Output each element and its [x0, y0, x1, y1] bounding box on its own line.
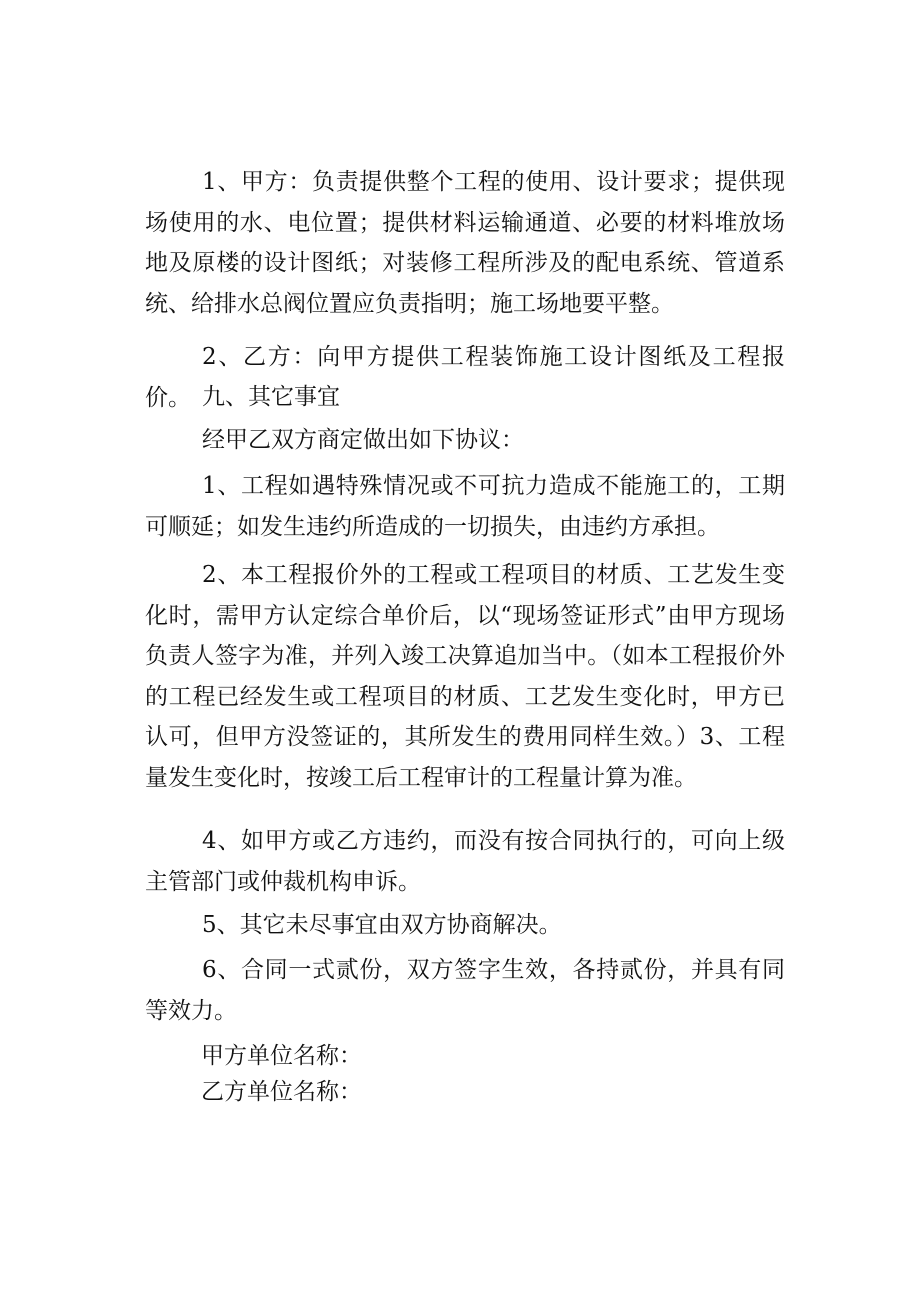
signature-party-b: 乙方单位名称：	[201, 1079, 362, 1105]
paragraph-clause-5: 5、其它未尽事宜由双方协商解决。	[202, 912, 562, 938]
signature-party-a: 甲方单位名称：	[201, 1043, 362, 1069]
section-heading-other-matters: 九、其它事宜	[202, 384, 340, 410]
paragraph-party-a-duties: 1、甲方：负责提供整个工程的使用、设计要求；提供现场使用的水、电位置；提供材料运输通道、必要的材料堆放场地及原楼的设计图纸；对装修工程所涉及的配电系统、管道系统、给排水总阀位置应负责指明；施工场地要平整。	[145, 169, 785, 317]
paragraph-clause-1: 1、工程如遇特殊情况或不可抗力造成不能施工的，工期可顺延；如发生违约所造成的一切损失，由违约方承担。	[145, 473, 785, 540]
paragraph-clause-2-3: 2、本工程报价外的工程或工程项目的材质、工艺发生变化时，需甲方认定综合单价后，以“现场签证形式”由甲方现场负责人签字为准，并列入竣工决算追加当中。（如本工程报价外的工程已经发生或工程项目的材质、工艺发生变化时，甲方已认可，但甲方没签证的，其所发生的费用同样生效。）3、工程量发生变化时，按竣工后工程审计的工程量计算为准。	[145, 562, 785, 791]
paragraph-agreement-intro: 经甲乙双方商定做出如下协议：	[202, 427, 524, 453]
paragraph-clause-6: 6、合同一式贰份，双方签字生效，各持贰份，并具有同等效力。	[145, 957, 785, 1024]
paragraph-party-b-duties: 2、乙方：向甲方提供工程装饰施工设计图纸及工程报价。	[145, 344, 785, 411]
paragraph-clause-4: 4、如甲方或乙方违约，而没有按合同执行的，可向上级主管部门或仲裁机构申诉。	[145, 828, 785, 895]
